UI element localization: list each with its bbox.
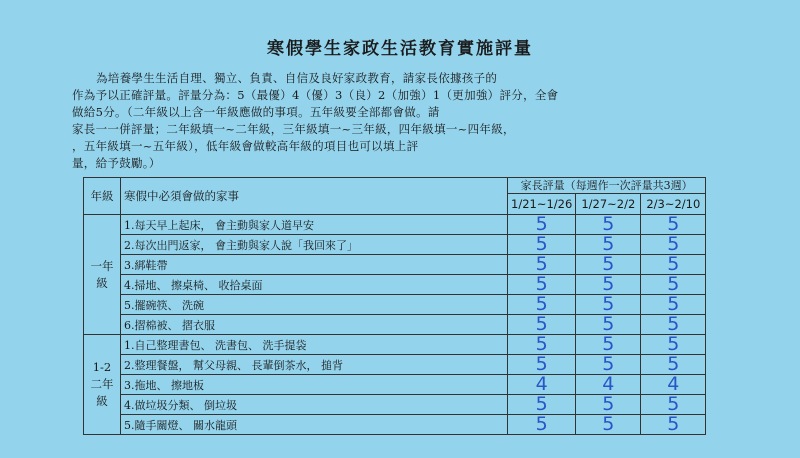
intro-line: 家長一一併評量；二年級填一~二年級，三年級填一~三年級，四年級填一~四年級， [72, 122, 515, 136]
score-cell: 5 [641, 275, 706, 295]
task-text: 3.拖地、 擦地板 [121, 375, 508, 395]
week-3-header: 2/3~2/10 [641, 194, 706, 215]
week-2-header: 1/27~2/2 [576, 194, 641, 215]
score-cell: 5 [576, 335, 641, 355]
score-cell: 5 [641, 415, 706, 435]
task-column-header: 寒假中必須會做的家事 [121, 178, 508, 215]
task-text: 4.做垃圾分類、 倒垃圾 [121, 395, 508, 415]
score-cell: 5 [508, 415, 576, 435]
score-cell: 5 [508, 275, 576, 295]
score-cell: 5 [576, 395, 641, 415]
score-cell: 5 [641, 395, 706, 415]
intro-line: 作為予以正確評量。評量分為：5（最優）4（優）3（良）2（加強）1（更加強）評分，全會 [72, 88, 559, 102]
score-cell: 5 [576, 355, 641, 375]
score-cell: 4 [641, 375, 706, 395]
task-text: 1.每天早上起床， 會主動與家人道早安 [121, 215, 508, 235]
score-cell: 5 [641, 355, 706, 375]
score-cell: 5 [576, 235, 641, 255]
intro-line: 量，給予鼓勵。） [72, 156, 161, 170]
score-cell: 5 [576, 315, 641, 335]
task-text: 2.每次出門返家， 會主動與家人說「我回來了」 [121, 235, 508, 255]
score-cell: 5 [641, 235, 706, 255]
grade-label: 一年級 [84, 215, 121, 335]
score-cell: 4 [576, 375, 641, 395]
table-row [84, 415, 706, 435]
score-cell: 5 [508, 335, 576, 355]
score-cell: 5 [576, 275, 641, 295]
task-text: 1.自己整理書包、 洗書包、 洗手提袋 [121, 335, 508, 355]
evaluation-column-header: 家長評量（每週作一次評量共3週） [508, 178, 706, 194]
score-cell: 5 [641, 315, 706, 335]
table-row [84, 215, 706, 235]
score-cell: 4 [508, 375, 576, 395]
table-row [84, 315, 706, 335]
table-row [84, 395, 706, 415]
score-cell: 5 [576, 415, 641, 435]
score-cell: 5 [576, 215, 641, 235]
grade-label: 1-2二年級 [84, 335, 121, 435]
intro-line: 做給5分。（二年級以上含一年級應做的事項。五年級要全部都會做。請 [72, 105, 440, 119]
score-cell: 5 [641, 335, 706, 355]
score-cell: 5 [508, 355, 576, 375]
table-row [84, 295, 706, 315]
evaluation-table [83, 177, 706, 435]
score-cell: 5 [508, 315, 576, 335]
table-body [84, 215, 706, 435]
table-row [84, 275, 706, 295]
score-cell: 5 [508, 235, 576, 255]
table-row [84, 255, 706, 275]
table-row [84, 355, 706, 375]
intro-line: 為培養學生生活自理、獨立、負責、自信及良好家政教育，請家長依據孩子的 [96, 71, 498, 85]
score-cell: 5 [641, 295, 706, 315]
grade-column-header: 年級 [84, 178, 121, 215]
task-text: 5.擺碗筷、 洗碗 [121, 295, 508, 315]
score-cell: 5 [576, 295, 641, 315]
score-cell: 5 [508, 395, 576, 415]
score-cell: 5 [576, 255, 641, 275]
task-text: 2.整理餐盤， 幫父母親、 長輩倒茶水， 搥背 [121, 355, 508, 375]
intro-line: ，五年級填一~五年級），低年級會做較高年級的項目也可以填上評 [72, 139, 419, 153]
task-text: 3.綁鞋帶 [121, 255, 508, 275]
task-text: 5.隨手關燈、 關水龍頭 [121, 415, 508, 435]
table-row [84, 235, 706, 255]
task-text: 4.掃地、 擦桌椅、 收拾桌面 [121, 275, 508, 295]
score-cell: 5 [508, 295, 576, 315]
table-row [84, 335, 706, 355]
week-1-header: 1/21~1/26 [508, 194, 576, 215]
table-row [84, 375, 706, 395]
intro-paragraph [72, 70, 772, 172]
page-title: 寒假學生家政生活教育實施評量 [267, 39, 533, 59]
score-cell: 5 [641, 255, 706, 275]
task-text: 6.摺棉被、 摺衣服 [121, 315, 508, 335]
score-cell: 5 [508, 215, 576, 235]
score-cell: 5 [641, 215, 706, 235]
score-cell: 5 [508, 255, 576, 275]
